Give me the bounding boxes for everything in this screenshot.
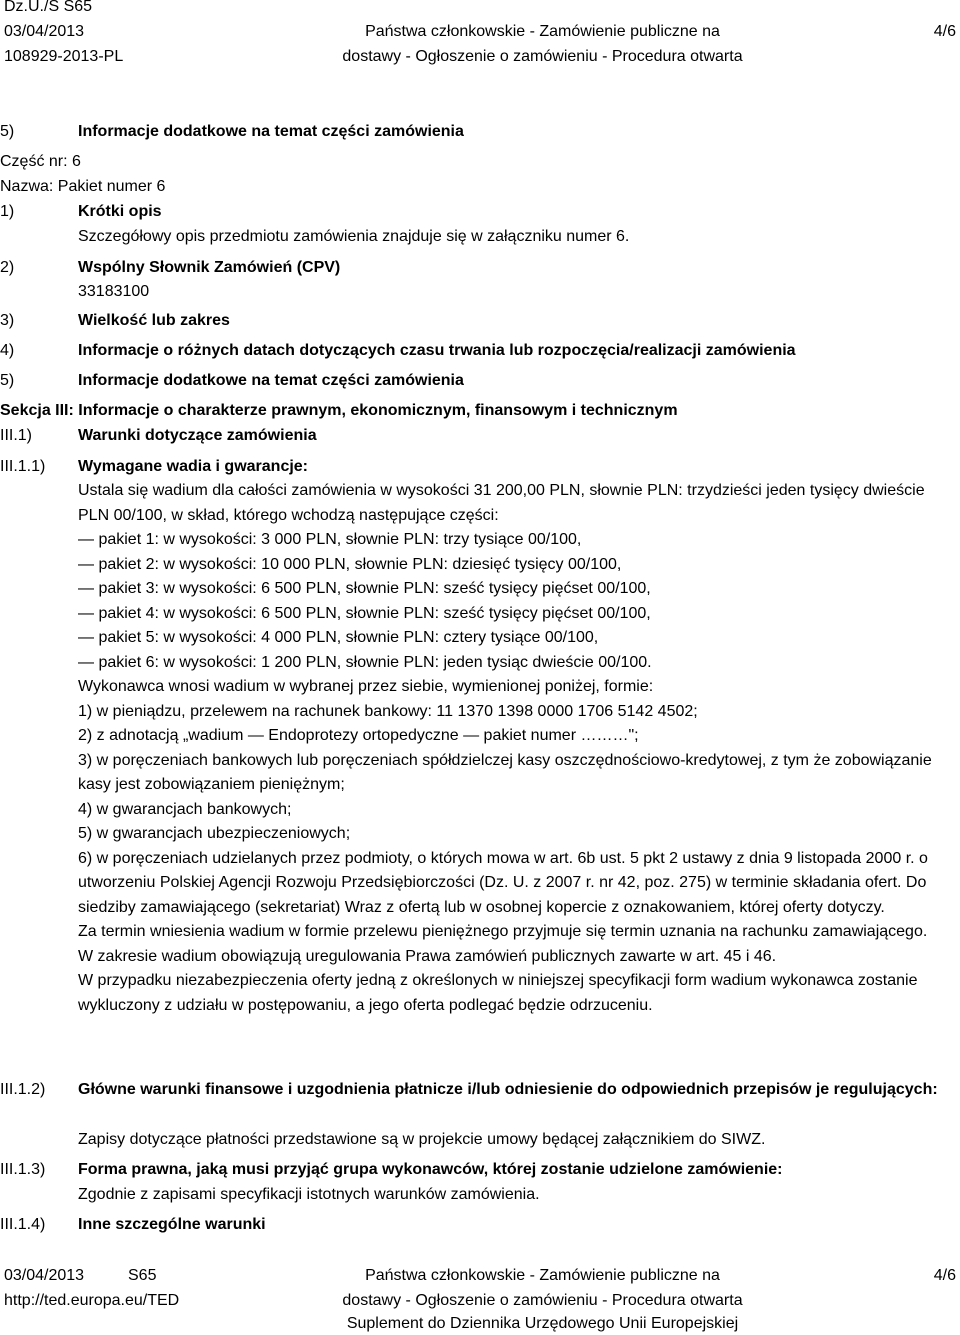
section-label: Informacje o różnych datach dotyczących czasu trwania lub rozpoczęcia/realizacji zamówienia [78,342,796,359]
section-label: Informacje dodatkowe na temat części zamówienia [78,123,464,140]
iii-1-1-number: III.1.1) [0,458,46,475]
iii-1-4-label: Inne szczególne warunki [78,1216,266,1233]
section-label: Krótki opis [78,203,162,220]
deposit-form-item: 5) w gwarancjach ubezpieczeniowych; [78,825,351,842]
part-name: Nazwa: Pakiet numer 6 [0,178,166,195]
footer-title-line2: dostawy - Ogłoszenie o zamówieniu - Procedura otwarta [342,1292,743,1309]
deposit-form-item: 2) z adnotacją „wadium — Endoprotezy ortopedyczne — pakiet numer ………"; [78,727,639,744]
deposit-note: W zakresie wadium obowiązują uregulowania Prawa zamówień publicznych zawarte w art. 45 i 46. [78,947,777,965]
section-number: 1) [0,203,15,220]
iii-1-2-text: Zapisy dotyczące płatności przedstawione są w projekcie umowy będącej załącznikiem do SIWZ. [78,1131,766,1148]
deposit-form-item: 6) w poręczeniach udzielanych przez podmioty, o których mowa w art. 6b ust. 5 pkt 2 ustawy z dnia 9 listopada 2000 r. o utworzeniu Polskiej Agencji Rozwoju Przedsiębiorczości (Dz. U. z 2007 r. nr 42, poz. 275) w terminie składania ofert. Do siedziby zamawiającego (sekretariat) Wraz z ofertą lub w osobnej kopercie z oznakowaniem, której oferty dotyczy. [78,849,928,916]
footer-title-line1: Państwa członkowskie - Zamówienie publiczne na [365,1267,720,1284]
section-number: 4) [0,342,15,359]
package-deposit-item: — pakiet 3: w wysokości: 6 500 PLN, słownie PLN: sześć tysięcy pięćset 00/100, [78,580,651,597]
deposit-intro: Ustala się wadium dla całości zamówienia w wysokości 31 200,00 PLN, słownie PLN: trzydzieści jeden tysięcy dwieście PLN 00/100, w skład, którego wchodzą następujące części: [78,482,925,524]
iii-1-3-number: III.1.3) [0,1161,46,1178]
deposit-note: W przypadku niezabezpieczenia oferty jedną z określonych w niniejszej specyfikacji form wadium wykonawca zostanie wykluczony z udziału w postępowaniu, a jego oferta podlegać będzie odrzuceniu. [78,972,918,1014]
section-label: Informacje dodatkowe na temat części zamówienia [78,372,464,389]
section-label: Wspólny Słownik Zamówień (CPV) [78,259,341,276]
footer-url[interactable]: http://ted.europa.eu/TED [4,1292,180,1309]
deposit-note: Za termin wniesienia wadium w formie przelewu pieniężnego przyjmuje się termin uznania na rachunku zamawiającego. [78,923,928,940]
package-deposit-item: — pakiet 5: w wysokości: 4 000 PLN, słownie PLN: cztery tysiące 00/100, [78,629,599,646]
cpv-code: 33183100 [78,283,150,300]
section-label: Wielkość lub zakres [78,312,230,329]
header-notice-ref: 108929-2013-PL [4,48,124,65]
deposit-forms-intro: Wykonawca wnosi wadium w wybranej przez siebie, wymienionej poniżej, formie: [78,678,654,695]
footer-date: 03/04/2013 [4,1267,85,1284]
iii-1-2-label: Główne warunki finansowe i uzgodnienia płatnicze i/lub odniesienie do odpowiednich przepisów je regulujących: [78,1081,938,1098]
deposit-form-item: 4) w gwarancjach bankowych; [78,800,292,818]
journal-ref: Dz.U./S S65 [4,0,93,15]
section-label: Warunki dotyczące zamówienia [78,427,317,444]
part-number: Część nr: 6 [0,153,81,170]
section-number: 5) [0,372,15,389]
footer-series: S65 [128,1267,157,1284]
package-deposit-item: — pakiet 6: w wysokości: 1 200 PLN, słownie PLN: jeden tysiąc dwieście 00/100. [78,653,652,671]
package-deposit-item: — pakiet 1: w wysokości: 3 000 PLN, słownie PLN: trzy tysiące 00/100, [78,531,582,548]
deposit-form-item: 1) w pieniądzu, przelewem na rachunek bankowy: 11 1370 1398 0000 1706 5142 4502; [78,702,698,720]
section-number: 2) [0,259,15,276]
deposit-form-item: 3) w poręczeniach bankowych lub poręczeniach spółdzielczej kasy oszczędnościowo-kredytowej, z tym że zobowiązanie kasy jest zobowiązaniem pieniężnym; [78,751,932,793]
short-description: Szczegółowy opis przedmiotu zamówienia znajduje się w załączniku numer 6. [78,228,630,245]
iii-1-2-number: III.1.2) [0,1081,46,1098]
iii-1-1-label: Wymagane wadia i gwarancje: [78,458,309,475]
header-page-number: 4/6 [933,23,956,40]
package-deposit-item: — pakiet 2: w wysokości: 10 000 PLN, słownie PLN: dziesięć tysięcy 00/100, [78,555,622,573]
section-number: 5) [0,123,15,140]
package-deposit-item: — pakiet 4: w wysokości: 6 500 PLN, słownie PLN: sześć tysięcy pięćset 00/100, [78,604,651,622]
header-date: 03/04/2013 [4,23,85,40]
header-title-line1: Państwa członkowskie - Zamówienie publiczne na [365,23,720,40]
section-number: 3) [0,312,15,329]
section-number: III.1) [0,427,33,444]
footer-page-number: 4/6 [933,1267,956,1284]
header-title-line2: dostawy - Ogłoszenie o zamówieniu - Procedura otwarta [342,48,743,65]
footer-title-line3: Suplement do Dziennika Urzędowego Unii Europejskiej [346,1315,739,1332]
iii-1-3-text: Zgodnie z zapisami specyfikacji istotnych warunków zamówienia. [78,1186,540,1203]
section-iii-title: Sekcja III: Informacje o charakterze prawnym, ekonomicznym, finansowym i technicznym [0,402,678,419]
deposit-details [78,479,948,1018]
iii-1-3-label: Forma prawna, jaką musi przyjąć grupa wykonawców, której zostanie udzielone zamówienie: [78,1161,783,1178]
iii-1-4-number: III.1.4) [0,1216,46,1233]
